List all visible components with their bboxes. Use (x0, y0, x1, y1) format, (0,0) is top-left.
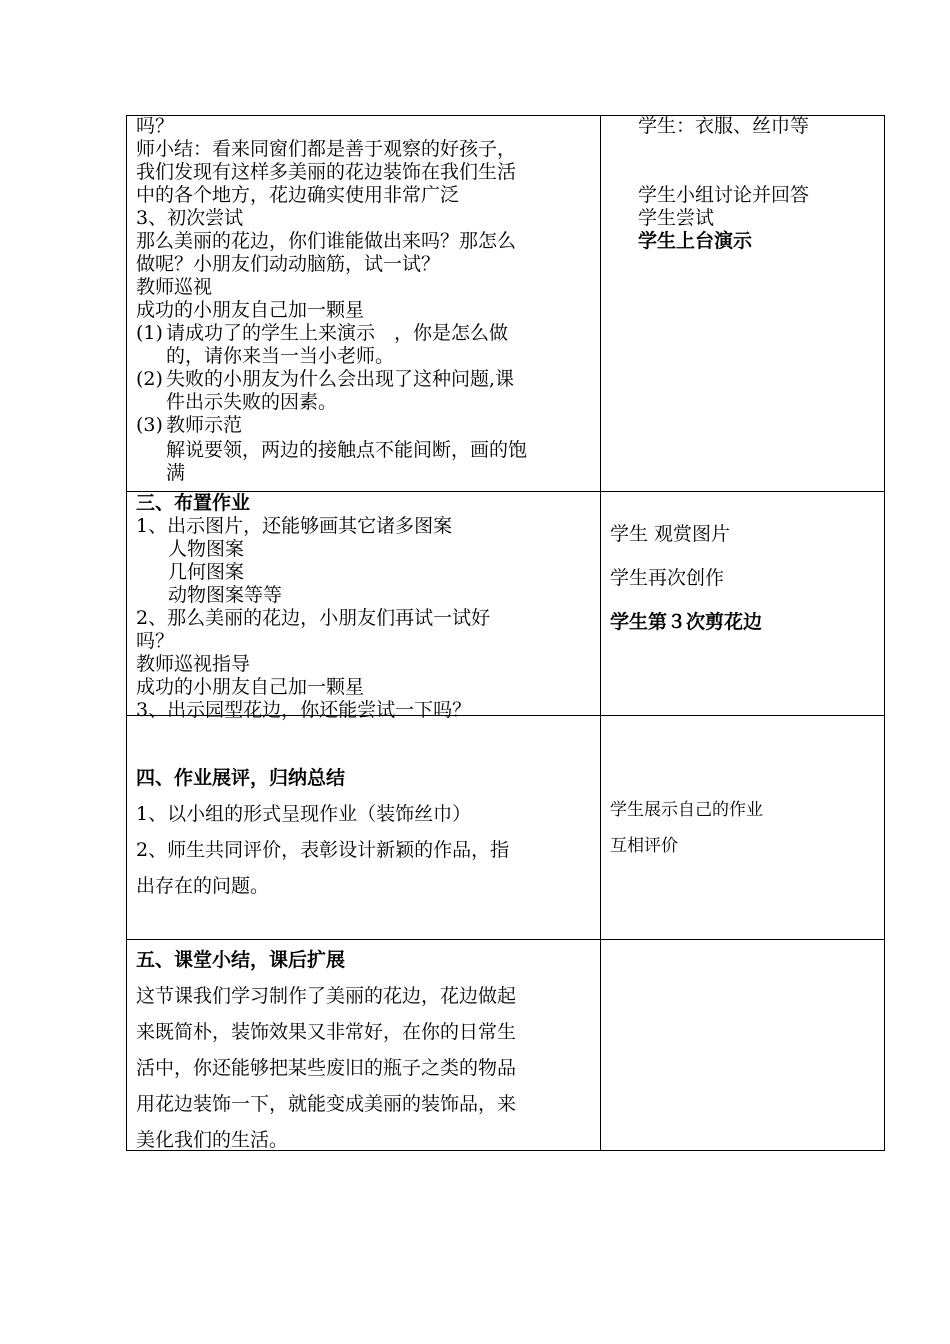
section3-student-cell (610, 512, 880, 644)
numbered-item (136, 414, 596, 437)
item-number: (2) (136, 368, 163, 390)
text-line: 人物图案 (168, 538, 245, 560)
text-line: 请成功了的学生上来演示 ，你是怎么做 (166, 322, 509, 344)
section-heading: 四、作业展评，归纳总结 (136, 767, 346, 789)
text-line: 美化我们的生活。 (136, 1129, 289, 1151)
text-line: 做呢？小朋友们动动脑筋，试一试？ (136, 253, 441, 275)
text-line: 的，请你来当一当小老师。 (166, 345, 395, 367)
text-line: 1、出示图片，还能够画其它诸多图案 (136, 515, 453, 537)
text-line: 件出示失败的因素。 (166, 391, 338, 413)
text-line: 教师巡视 (136, 276, 213, 298)
text-line: 教师示范 (166, 414, 243, 436)
section4-teacher-cell (136, 760, 596, 904)
text-line: 动物图案等等 (168, 584, 283, 606)
spacer (638, 138, 908, 184)
text-line: 中的各个地方，花边确实使用非常广泛 (136, 184, 460, 206)
text-line: 成功的小朋友自己加一颗星 (136, 676, 365, 698)
text-line: 吗？ (136, 630, 175, 652)
text-line: 吗？ (136, 115, 175, 137)
text-line: 学生再次创作 (610, 567, 725, 589)
section-heading: 五、课堂小结，课后扩展 (136, 949, 346, 971)
text-line: 学生尝试 (638, 207, 715, 229)
section4-student-cell (610, 792, 880, 864)
row-divider (126, 939, 885, 940)
section-heading: 三、布置作业 (136, 492, 251, 514)
text-line: 解说要领，两边的接触点不能间断，画的饱 (166, 439, 528, 461)
text-line: 来既简朴，装饰效果又非常好，在你的日常生 (136, 1021, 517, 1043)
item-number: (1) (136, 322, 163, 344)
text-line: 学生展示自己的作业 (610, 800, 763, 820)
text-line: 学生上台演示 (638, 230, 753, 252)
column-divider (600, 115, 601, 1151)
text-line: 活中，你还能够把某些废旧的瓶子之类的物品 (136, 1057, 517, 1079)
text-line: 用花边装饰一下，就能变成美丽的装饰品，来 (136, 1093, 517, 1115)
text-line: 3、初次尝试 (136, 207, 244, 229)
text-line: 满 (166, 462, 186, 484)
text-line: 学生：衣服、丝巾等 (638, 115, 810, 137)
text-line: 学生第３次剪花边 (610, 611, 763, 633)
text-line: 这节课我们学习制作了美丽的花边，花边做起 (136, 985, 517, 1007)
section5-teacher-cell (136, 942, 596, 1158)
text-line: 1、以小组的形式呈现作业（装饰丝巾） (136, 803, 472, 825)
section3-teacher-cell (136, 492, 596, 722)
text-line: 失败的小朋友为什么会出现了这种问题,课 (166, 368, 515, 390)
text-line: 2、那么美丽的花边，小朋友们再试一试好 (136, 607, 491, 629)
text-line: 我们发现有这样多美丽的花边装饰在我们生活 (136, 161, 517, 183)
item-number: (3) (136, 414, 163, 436)
text-line: 互相评价 (610, 836, 678, 856)
text-line: 师小结：看来同窗们都是善于观察的好孩子， (136, 138, 517, 160)
text-line: 成功的小朋友自己加一颗星 (136, 299, 365, 321)
section2-student-cell (638, 115, 908, 253)
section2-teacher-cell (136, 115, 596, 485)
text-line: 教师巡视指导 (136, 653, 251, 675)
text-line: 学生小组讨论并回答 (638, 184, 810, 206)
numbered-item (136, 322, 596, 368)
text-line: 出存在的问题。 (136, 875, 270, 897)
text-line: 3、出示园型花边，你还能尝试一下吗？ (136, 699, 472, 721)
text-line: 学生 观赏图片 (610, 523, 731, 545)
numbered-item (136, 368, 596, 414)
text-line: 2、师生共同评价，表彰设计新颖的作品，指 (136, 839, 510, 861)
text-line: 几何图案 (168, 561, 245, 583)
text-line: 那么美丽的花边，你们谁能做出来吗？那怎么 (136, 230, 517, 252)
